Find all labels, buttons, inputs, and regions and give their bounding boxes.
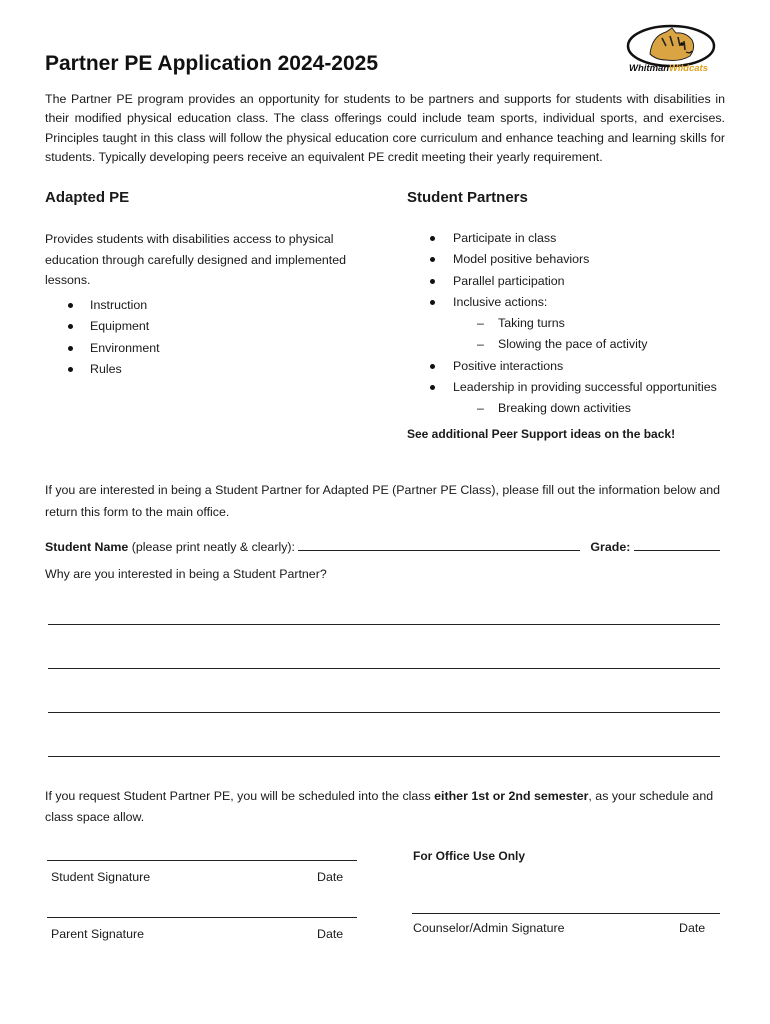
logo-text-whitman: Whitman (629, 63, 670, 74)
student-signature-label: Student Signature (51, 870, 151, 884)
student-name-label: Student Name (45, 540, 129, 554)
answer-line-3[interactable] (48, 712, 720, 713)
list-item: Environment (45, 338, 365, 359)
bullet-icon (68, 346, 73, 351)
page-title: Partner PE Application 2024-2025 (45, 52, 379, 75)
intro-paragraph: The Partner PE program provides an opportunity for students to be partners and supports for students with disabilities in their modified physical education class. The class offerings could include team sports, individual sports, and exercises. Principles taught in this class will follow the physical education core curriculum and enhance teaching and learning skills for students. Typically developing peers receive an equivalent PE credit meeting their yearly requirement. (45, 92, 725, 164)
bullet-icon (68, 324, 73, 329)
interest-instructions: If you are interested in being a Student Partner for Adapted PE (Partner PE Class), please fill out the information below and return this form to the main office. (45, 483, 720, 519)
student-partners-list (407, 228, 737, 420)
bullet-icon (430, 364, 435, 369)
student-name-hint: (please print neatly & clearly): (128, 540, 299, 554)
student-name-row (45, 538, 720, 554)
grade-field[interactable] (634, 538, 720, 551)
parent-date-label: Date (317, 927, 344, 941)
list-item: Rules (45, 359, 365, 380)
dash-icon: – (477, 401, 484, 416)
list-item: Leadership in providing successful opportunities (407, 377, 737, 398)
grade-label: Grade: (590, 540, 634, 554)
logo-text-wildcats: Wildcats (669, 63, 708, 74)
list-item: Instruction (45, 295, 365, 316)
adapted-pe-heading: Adapted PE (45, 189, 130, 206)
semester-note: If you request Student Partner PE, you will be scheduled into the class either 1st or 2nd semester, as your schedule and class space allow. (45, 789, 714, 824)
counselor-signature-line[interactable] (412, 913, 720, 914)
bullet-icon (430, 236, 435, 241)
counselor-date-label: Date (679, 921, 706, 935)
parent-signature-label: Parent Signature (51, 927, 144, 941)
office-use-label: For Office Use Only (413, 849, 526, 863)
sub-list-item: – Taking turns (407, 313, 737, 334)
list-item: Positive interactions (407, 356, 737, 377)
answer-line-4[interactable] (48, 756, 720, 757)
bullet-icon (430, 300, 435, 305)
list-item: Model positive behaviors (407, 249, 737, 270)
dash-icon: – (477, 337, 484, 352)
why-question: Why are you interested in being a Student Partner? (45, 567, 327, 581)
answer-line-2[interactable] (48, 668, 720, 669)
wildcats-logo (626, 24, 716, 74)
list-item: Parallel participation (407, 271, 737, 292)
student-signature-line[interactable] (47, 860, 357, 861)
student-date-label: Date (317, 870, 344, 884)
answer-line-1[interactable] (48, 624, 720, 625)
student-partners-heading: Student Partners (407, 189, 528, 206)
bullet-icon (430, 257, 435, 262)
list-item: Inclusive actions: (407, 292, 737, 313)
adapted-pe-list (45, 295, 365, 380)
bullet-icon (68, 367, 73, 372)
dash-icon: – (477, 316, 484, 331)
bullet-icon (68, 303, 73, 308)
student-name-field[interactable] (298, 538, 580, 551)
list-item: Participate in class (407, 228, 737, 249)
sub-list-item: – Slowing the pace of activity (407, 334, 737, 355)
list-item: Equipment (45, 316, 365, 337)
bullet-icon (430, 279, 435, 284)
adapted-pe-description: Provides students with disabilities access to physical education through carefully designed and implemented lessons. (45, 232, 347, 287)
peer-support-note: See additional Peer Support ideas on the back! (407, 427, 676, 441)
bullet-icon (430, 385, 435, 390)
counselor-signature-label: Counselor/Admin Signature (413, 921, 565, 935)
parent-signature-line[interactable] (47, 917, 357, 918)
sub-list-item: – Breaking down activities (407, 398, 737, 419)
